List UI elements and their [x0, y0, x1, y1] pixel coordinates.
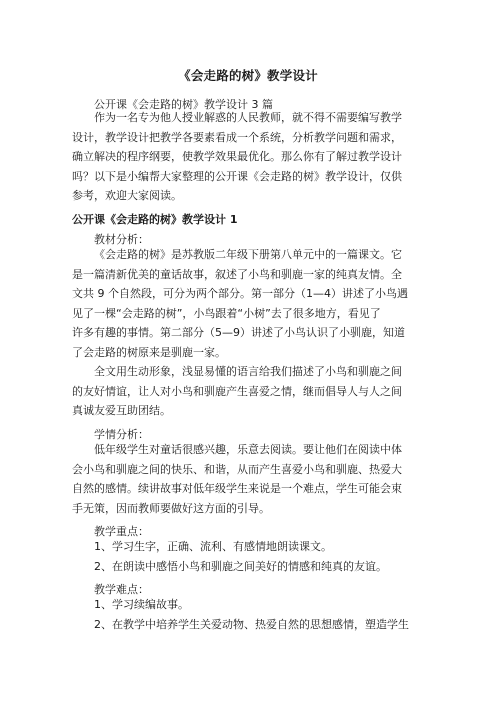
material-line: 见了一棵“会走路的树”，小鸟跟着“小树”去了很多地方，看见了: [72, 306, 381, 320]
intro-line: 设计，教学设计把教学各要素看成一个系统，分析教学问题和需求，: [72, 130, 402, 144]
students-label: 学情分析：: [94, 428, 149, 441]
material-line: 许多有趣的事情。第二部分（5—9）讲述了小鸟认识了小驯鹿，知道: [72, 326, 405, 340]
intro-line: 参考，欢迎大家阅读。: [72, 189, 182, 203]
students-line: 自然的感情。续讲故事对低年级学生来说是一个难点，学生可能会束: [72, 482, 402, 496]
material2-line: 全文用生动形象，浅显易懂的语言给我们描述了小鸟和驯鹿之间: [94, 365, 402, 378]
students-line: 手无策，因而教师要做好这方面的引导。: [72, 501, 270, 515]
difficulty-item: 1、学习续编故事。: [94, 598, 189, 611]
focus-item: 1、学习生字，正确、流利、有感情地朗读课文。: [94, 540, 332, 553]
subtitle: 公开课《会走路的树》教学设计 3 篇: [94, 98, 273, 111]
difficulty-label: 教学难点：: [94, 583, 149, 596]
intro-line: 作为一名专为他人授业解惑的人民教师，就不得不需要编写教学: [94, 111, 402, 124]
difficulty-list: [72, 595, 432, 634]
focus-label: 教学重点：: [94, 525, 149, 538]
focus-item: 2、在朗读中感悟小鸟和驯鹿之间美好的情感和纯真的友谊。: [94, 559, 387, 573]
students-line: 低年级学生对童话很感兴趣，乐意去阅读。要让他们在阅读中体: [94, 443, 402, 456]
material-line: 了会走路的树原来是驯鹿一家。: [72, 345, 226, 359]
material-line: 是一篇清新优美的童话故事，叙述了小鸟和驯鹿一家的纯真友情。全: [72, 267, 402, 281]
intro-line: 确立解决的程序纲要，使教学效果最优化。那么你有了解过教学设计: [72, 150, 402, 164]
students-paragraph: [72, 440, 432, 518]
material2-line: 真诚友爱互助团结。: [72, 404, 171, 418]
material-paragraph: [72, 245, 432, 363]
material2-line: 的友好情谊，让人对小鸟和驯鹿产生喜爱之情，继而倡导人与人之间: [72, 384, 402, 398]
material-label: 教材分析：: [94, 233, 149, 246]
focus-list: [72, 537, 432, 576]
difficulty-item: 2、在教学中培养学生关爱动物、热爱自然的思想感情，塑造学生: [94, 617, 409, 631]
document-title: 《会走路的树》教学设计: [178, 68, 318, 83]
material-line: 《会走路的树》是苏教版二年级下册第八单元中的一篇课文。它: [94, 248, 402, 261]
section-heading: 公开课《会走路的树》教学设计 1: [72, 213, 238, 226]
material-paragraph-2: [72, 362, 432, 421]
material-line: 文共 9 个自然段，可分为两个部分。第一部分（1—4）讲述了小鸟遇: [72, 287, 408, 301]
intro-paragraph: [72, 108, 432, 206]
intro-line: 吗？以下是小编帮大家整理的公开课《会走路的树》教学设计，仅供: [72, 169, 402, 183]
students-line: 会小鸟和驯鹿之间的快乐、和谐，从而产生喜爱小鸟和驯鹿、热爱大: [72, 462, 402, 476]
